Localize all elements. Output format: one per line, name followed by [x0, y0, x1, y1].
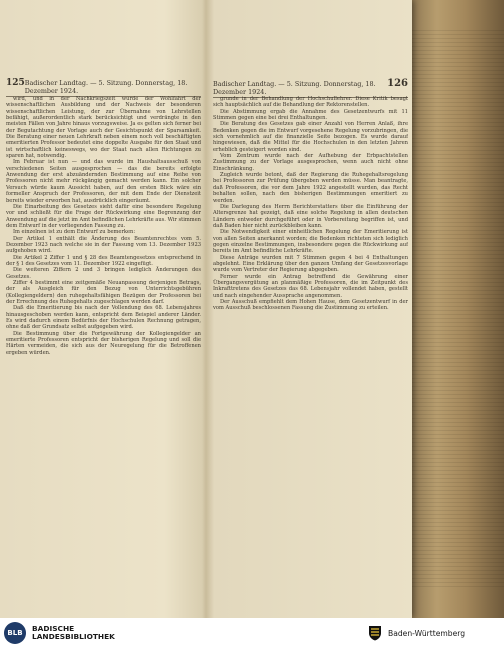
coat-of-arms-icon[interactable] — [366, 624, 384, 642]
paragraph: Die Artikel 2 Ziffer 1 und § 28 des Beamtengesetzes entsprechend in der § 1 des Gesetzes vom 11. Dezember 1922 eingefügt. — [6, 254, 201, 267]
paragraph: Die Einarbeitung des Gesetzes sieht dafür eine besondere Regelung vor und schließt für die Frage der Rückwirkung eine Begrenzung der Anwendung auf die jetzt im Amt befindlichen Lehrkräfte aus. Wir stimmen dem Entwurf in der vorliegenden Fassung zu. — [6, 203, 201, 229]
left-page-body — [6, 96, 201, 610]
paragraph: Die Bestimmung über die Fortgewährung der Kollegiengelder an emeritierte Professoren entspricht der bisherigen Regelung und soll die Härten vermeiden, die sich aus der Neuregelung für die Betroffenen ergeben würden. — [6, 330, 201, 356]
left-running-head: Badischer Landtag. — 5. Sitzung. Donnerstag, 18. Dezember 1924. — [24, 79, 188, 95]
paragraph: Der Artikel 1 enthält die Änderung des Beamtenrechtes vom 5. Dezember 1923 nach welche sie in der Fassung vom 13. Dezember 1923 aufgehoben wird. — [6, 235, 201, 255]
left-page-number: 125 — [6, 78, 25, 88]
book-page-edge-lines — [408, 30, 504, 590]
right-page-header — [213, 78, 408, 98]
left-page-header — [6, 78, 201, 97]
paragraph: wird, und in der Nachkriegszeit wurde der Wohlfahrt der wissenschaftlichen Ausbildung und der Nachweis der besonderen wissenschaftlichen Leistung, der zur Übernahme von Lehrstellen befähigt, außerordentlich stark berücksichtigt und verdrängte in den meisten Fällen von Jahre hinaus vorzugsweise. Ja es gelten sich ferner bei der Begutachtung der Vorlage auch der Gesichtspunkt der Sparsamkeit. Die Beratung einer neuen Lehrkraft neben einem noch voll beschäftigten emeritierten Professor bedeutet eine doppelte Ausgabe für den Staat und ist wirtschaftlich keineswegs, wo der Staat nach allen Richtungen zu sparen hat, notwendig. — [6, 96, 201, 160]
paragraph: Zugleich wurde betont, daß der Regierung die Ruhegehaltsregelung bei Professoren zur Prüfung übergeben werden müsse. Man beantragte, daß Professoren, die vor dem Jahre 1922 angestellt wurden, das Recht behalten sollen, nach den bisherigen Bestimmungen emeritiert zu werden. — [213, 172, 408, 204]
paragraph: Der Ausschuß empfiehlt dem Hohen Hause, dem Gesetzentwurf in der vom Ausschuß beschlossenen Fassung die Zustimmung zu erteilen. — [213, 299, 408, 312]
paragraph: Ziffer 4 bestimmt eine zeitgemäße Neuanpassung derjenigen Betrags, der als Ausgleich für den Bezug von Unterrichtsgebühren (Kollegiengeldern) den ruhegehaltsfähigen Bezügen der Professoren bei der Errechnung des Ruhegehalts zugeschlagen werden darf. — [6, 279, 201, 305]
library-name[interactable] — [32, 625, 115, 642]
paragraph: Die Darlegung des Herrn Berichterstatters über die Einführung der Altersgrenze hat gezeigt, daß eine solche Regelung in allen deutschen Ländern entweder durchgeführt oder in Vorbereitung begriffen ist, und daß Baden hier nicht zurückbleiben kann. — [213, 203, 408, 229]
paragraph: Die Abstimmung ergab die Annahme des Gesetzentwurfs mit 11 Stimmen gegen eine bei drei Enthaltungen. — [213, 108, 408, 122]
right-page — [207, 0, 412, 618]
right-page-body — [213, 96, 408, 610]
library-name-line2: LANDESBIBLIOTHEK — [32, 632, 115, 642]
paragraph: Ferner wurde ein Antrag betreffend die Gewährung einer Übergangsvergütung an planmäßige Professoren, die im Zeitpunkt des Inkrafttretens des Gesetzes das 68. Lebensjahr vollendet haben, gestellt und nach eingehender Aussprache angenommen. — [213, 273, 408, 299]
state-name[interactable]: Baden-Württemberg — [388, 629, 466, 638]
right-page-number: 126 — [387, 78, 408, 89]
library-name-line1: BADISCHE — [32, 624, 75, 633]
paragraph: Die Beratung des Gesetzes gab einer Anzahl von Herren Anlaß, ihre Bedenken gegen die im Entwurf vorgesehene Regelung vorzubringen, die sich vornehmlich auf die finanzielle Seite bezogen. Es wurde darauf hingewiesen, daß die Mittel für die Hochschulen in den letzten Jahren erheblich gesteigert worden sind. — [213, 121, 408, 153]
paragraph: Diese Anträge wurden mit 7 Stimmen gegen 4 bei 4 Enthaltungen abgelehnt. Eine Erklärung über den ganzen Umfang der Gesetzesvorlage wurde vom Vertreter der Regierung abgegeben. — [213, 254, 408, 274]
paragraph: Vom Zentrum wurde nach der Aufhebung der Erbpachtstellen Zustimmung zu der Vorlage ausgesprochen, wenn auch nicht ohne Einschränkung. — [213, 153, 408, 172]
right-running-head: Badischer Landtag. — 5. Sitzung. Donnerstag, 18. Dezember 1924. — [213, 80, 376, 96]
blb-logo[interactable]: BLB — [4, 622, 26, 644]
paragraph: Im einzelnen ist zu dem Entwurf zu bemerken: — [13, 229, 136, 236]
paragraph: Daß die Emeritierung bis nach der Vollendung des 68. Lebensjahres hinausgeschoben werden kann, entspricht dem Beispiel anderer Länder. Es wird dadurch einem Bedürfnis der Hochschulen Rechnung getragen, ohne daß der Grundsatz selbst aufgegeben wird. — [6, 305, 201, 331]
paragraph: Im Februar ist nun — und das wurde im Haushaltsausschuß von verschiedenen Seiten ausgesprochen — das die bereits erfolgte Anwendung der erst abzuändernden Bestimmung auf eine Reihe von Professoren nicht mehr rückgängig gemacht werden kann. Ein solcher Versuch würde kaum Aussicht haben, auf den ersten Blick wäre ein formeller Anspruch der Professoren, der mit dem Ende der Dienstzeit bereits wieder erworben hat, ausdrücklich eingeräumt. — [6, 159, 201, 204]
viewer-footer — [0, 618, 504, 648]
paragraph: grunde in der Behandlung der Hochschullehrer. Diese Kritik besagt sich hauptsächlich auf die Behandlung der Rektorenstellen. — [213, 96, 408, 109]
left-page — [0, 0, 205, 618]
paragraph: Die weiteren Ziffern 2 und 3 bringen lediglich Änderungen des Gesetzes. — [6, 267, 201, 280]
paragraph: Die Notwendigkeit einer einheitlichen Regelung der Emeritierung ist von allen Seiten anerkannt worden; die Bedenken richteten sich lediglich gegen einzelne Bestimmungen, insbesondere gegen die Rückwirkung auf bereits im Amt befindliche Lehrkräfte. — [213, 229, 408, 255]
